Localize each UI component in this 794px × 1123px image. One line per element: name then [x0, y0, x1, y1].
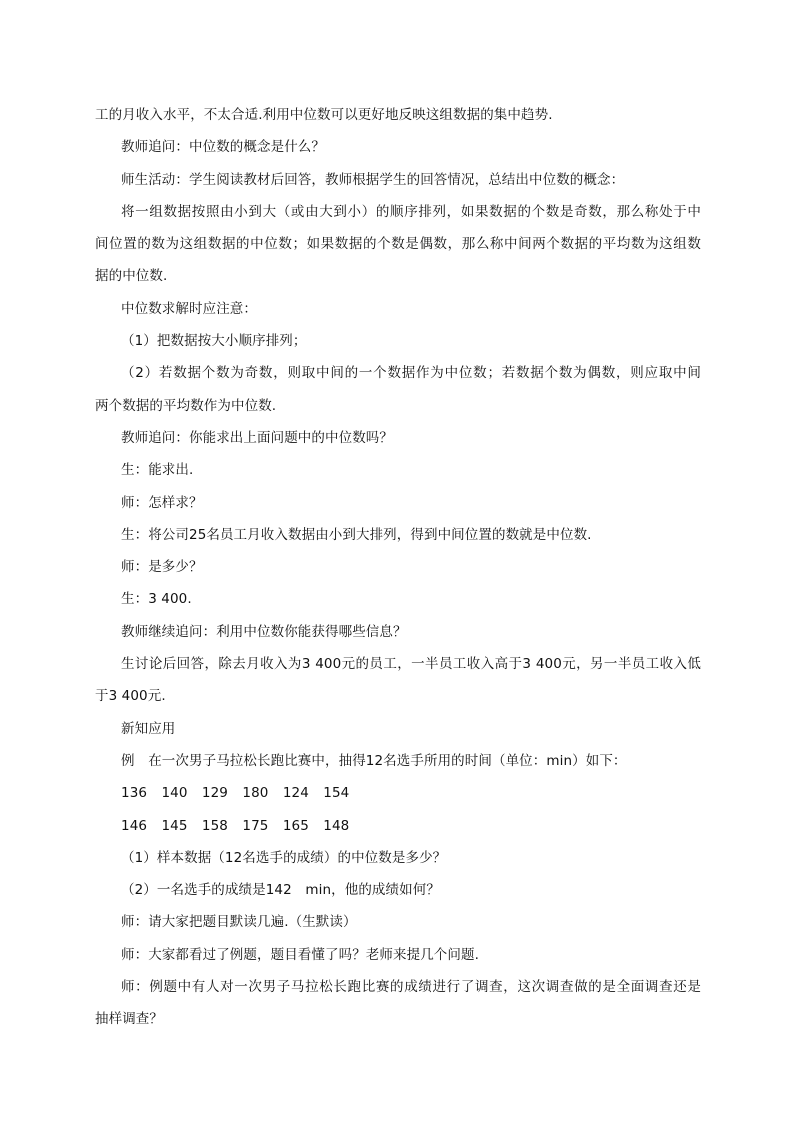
paragraph-line: （2）若数据个数为奇数，则取中间的一个数据作为中位数；若数据个数为偶数，则应取中间	[121, 365, 701, 382]
paragraph-line: 生：能求出.	[121, 462, 194, 479]
paragraph-line: 师：怎样求？	[121, 494, 203, 511]
paragraph-line: 例 在一次男子马拉松长跑比赛中，抽得12名选手所用的时间（单位：min）如下：	[121, 752, 627, 769]
paragraph-line: 教师追问：你能求出上面问题中的中位数吗？	[121, 429, 393, 446]
paragraph-line: （1）把数据按大小顺序排列；	[121, 333, 307, 350]
paragraph-line: 工的月收入水平，不太合适.利用中位数可以更好地反映这组数据的集中趋势.	[95, 107, 553, 123]
paragraph-line: 教师继续追问：利用中位数你能获得哪些信息？	[121, 623, 407, 640]
paragraph-line: 师：例题中有人对一次男子马拉松长跑比赛的成绩进行了调查，这次调查做的是全面调查还是	[121, 979, 701, 996]
paragraph-line: 生：将公司25名员工月收入数据由小到大排列，得到中间位置的数就是中位数.	[121, 526, 592, 543]
paragraph-line: 据的中位数.	[95, 268, 168, 285]
paragraph-line: 新知应用	[121, 720, 176, 737]
paragraph-line: 抽样调查？	[95, 1011, 163, 1028]
paragraph-line: 两个数据的平均数作为中位数.	[95, 397, 277, 414]
paragraph-line: （1）样本数据（12名选手的成绩）的中位数是多少？	[121, 849, 447, 866]
paragraph-line: 师：大家都看过了例题，题目看懂了吗？老师来提几个问题.	[121, 946, 479, 963]
paragraph-line: 中位数求解时应注意：	[121, 300, 257, 317]
data-values-line: 146 145 158 175 165 148	[121, 817, 350, 834]
paragraph-line: 将一组数据按照由小到大（或由大到小）的顺序排列，如果数据的个数是奇数，那么称处于中	[121, 203, 701, 220]
paragraph-line: （2）一名选手的成绩是142 min，他的成绩如何？	[121, 882, 440, 899]
paragraph-line: 生讨论后回答，除去月收入为3 400元的员工，一半员工收入高于3 400元，另一半员工收入低	[121, 656, 701, 673]
paragraph-line: 师：是多少？	[121, 559, 203, 576]
paragraph-line: 师生活动：学生阅读教材后回答，教师根据学生的回答情况，总结出中位数的概念：	[121, 171, 625, 188]
data-values-line: 136 140 129 180 124 154	[121, 785, 350, 802]
paragraph-line: 间位置的数为这组数据的中位数；如果数据的个数是偶数，那么称中间两个数据的平均数为这组数	[95, 236, 701, 253]
paragraph-line: 生：3 400.	[121, 591, 192, 608]
paragraph-line: 于3 400元.	[95, 688, 166, 705]
document-body	[95, 99, 701, 1036]
paragraph-line: 师：请大家把题目默读几遍.（生默读）	[121, 914, 357, 931]
paragraph-line: 教师追问：中位数的概念是什么？	[121, 139, 325, 156]
